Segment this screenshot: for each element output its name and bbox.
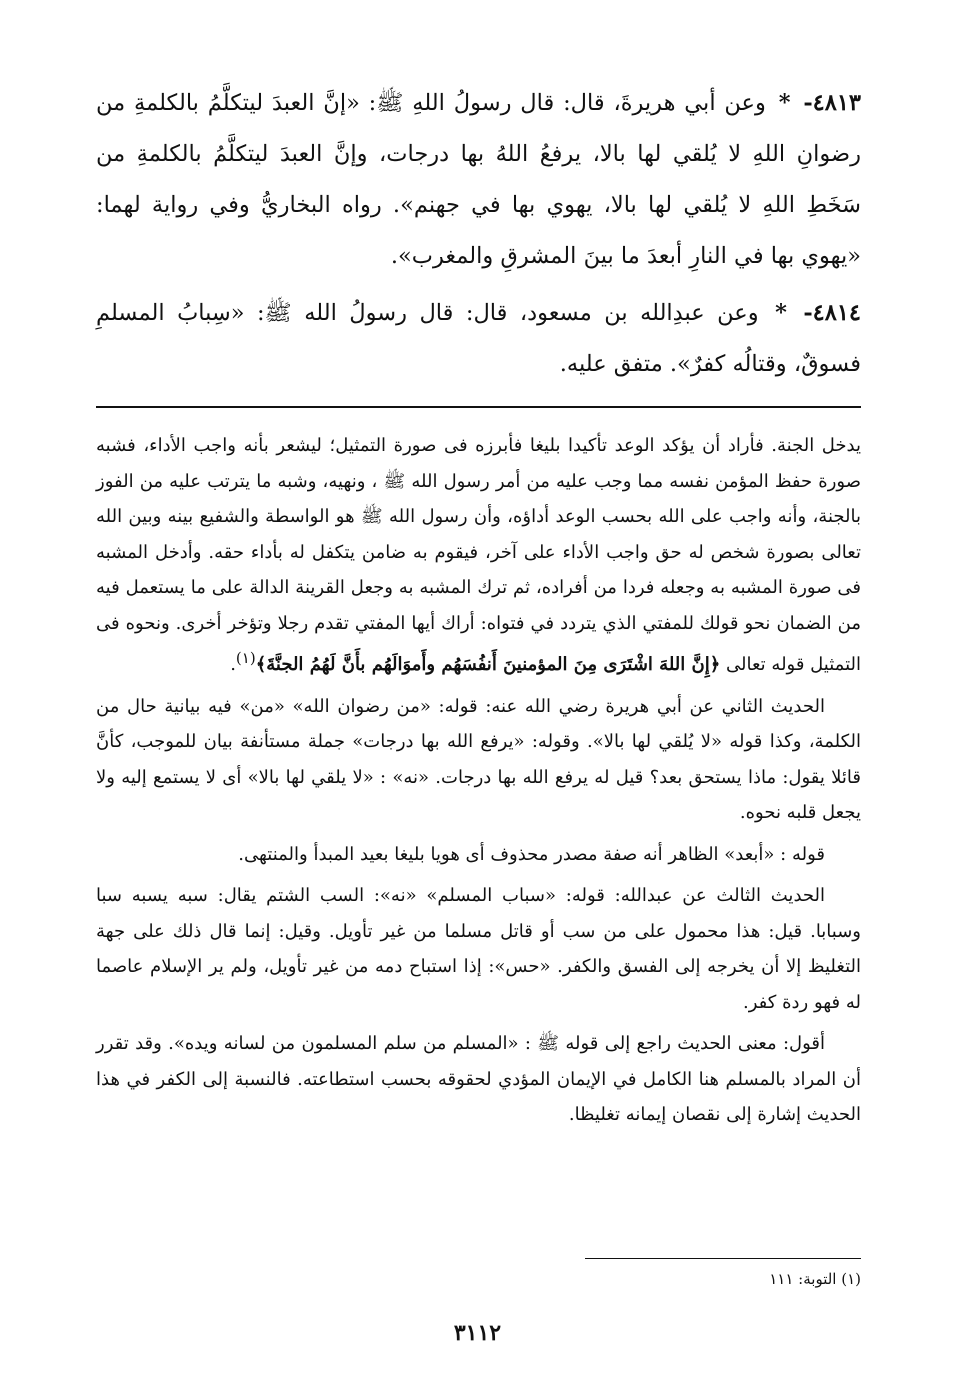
hadith-star-marker: * xyxy=(775,300,787,326)
hadith-body: وعن عبدِالله بن مسعود، قال: قال رسولُ الله ﷺ: «سِبابُ المسلمِ فسوقٌ، وقتالُه كفرٌ». متفق عليه. xyxy=(96,300,861,377)
hadith-text-section xyxy=(96,78,861,396)
page-number: ٣١١٢ xyxy=(453,1320,502,1346)
footnote-reference: (١) xyxy=(235,649,256,667)
hadith-number: ٤٨١٤- xyxy=(803,300,861,326)
footnote-divider xyxy=(585,1258,861,1259)
quran-verse: ﴿إِنَّ اللهَ اشْتَرَى مِنَ المؤمنينَ أَنفُسَهُم وأَموَالَهُم بأَنَّ لَهُمُ الجنَّةَ﴾ xyxy=(255,654,721,675)
commentary-text: يدخل الجنة. فأراد أن يؤكد الوعد تأكيدا بليغا فأبرزه فى صورة التمثيل؛ ليشعر بأنه واجب الأداء، فشبه صورة حفظ المؤمن نفسه مما وجب عليه من أمر رسول الله ﷺ ، ونهيه، وشبه ما يترتب عليه من الفوز بالجنة، وأنه واجب على الله بحسب الوعد أداؤه، وأن رسول الله ﷺ هو الواسطة والشفيع بينه وبين الله تعالى بصورة شخص له حق واجب الأداء على آخر، فيقوم به ضامن يتكفل له بأداء حقه. وأدخل المشبه فى صورة المشبه به وجعله فردا من أفراده، ثم ترك المشبه به وجعل القرينة الدالة على ما يستعمل فيه من الضمان نحو قولك للمفتي الذي يتردد في فتواه: أراك أيها المفتي تقدم رجلا وتؤخر أخرى. ونحوه فى التمثيل قوله تعالى xyxy=(96,435,861,675)
sentence-end: . xyxy=(230,654,236,675)
hadith-star-marker: * xyxy=(778,90,791,116)
section-divider xyxy=(96,406,861,408)
hadith-4814 xyxy=(96,288,861,390)
commentary-paragraph xyxy=(96,428,861,683)
commentary-paragraph: قوله : «أبعد» الظاهر أنه صفة مصدر محذوف أى هويا بليغا بعيد المبدأ والمنتهى. xyxy=(238,843,825,865)
hadith-body: وعن أبي هريرةَ، قال: قال رسولُ اللهِ ﷺ: «إنَّ العبدَ ليتكلَّمُ بالكلمةِ من رضوانِ اللهِ لا يُلقي لها بالا، يرفعُ اللهُ بها درجات، وإنَّ العبدَ ليتكلَّمُ بالكلمةِ من سَخَطِ اللهِ لا يُلقي لها بالا، يهوي بها في جهنم». رواه البخاريُّ وفي رواية لهما: «يهوي بها في النارِ أبعدَ ما بينَ المشرقِ والمغرب». xyxy=(96,90,861,269)
commentary-paragraph: الحديث الثالث عن عبدالله: قوله: «سباب المسلم» «نه»: السب الشتم يقال: سبه يسبه سبا وسبابا. قيل: هذا محمول على من سب أو قاتل مسلما من غير تأويل. وقيل: إنما قال ذلك على جهة التغليظ إلا أن يخرجه إلى الفسق والكفر. «حس»: إذا استباح دمه من غير تأويل، ولم ير الإسلام عاصما له فهو ردة كفر. xyxy=(96,885,861,1013)
commentary-paragraph: الحديث الثاني عن أبي هريرة رضي الله عنه: قوله: «من رضوان الله» «من» فيه بيانية حال من الكلمة، وكذا قوله «لا يُلقي لها بالا». وقوله: «يرفع الله بها درجات» جملة مستأنفة بيان للموجب، كأنَّ قائلا يقول: ماذا يستحق بعد؟ قيل له يرفع الله بها درجات. «نه» : «لا يلقي لها بالا» أى لا يستمع إليه ولا يجعل قلبه نحوه. xyxy=(96,695,861,823)
hadith-4813 xyxy=(96,78,861,282)
commentary-section xyxy=(96,428,861,1139)
hadith-number: ٤٨١٣- xyxy=(803,90,861,116)
footnote: (١) التوبة: ١١١ xyxy=(769,1270,861,1288)
commentary-paragraph: أقول: معنى الحديث راجع إلى قوله ﷺ : «المسلم من سلم المسلمون من لسانه ويده». وقد تقرر أن المراد بالمسلم هنا الكامل في الإيمان المؤدي لحقوقه بحسب استطاعته. فالنسبة إلى الكفر في هذا الحديث إشارة إلى نقصان إيمانه تغليظا. xyxy=(96,1033,861,1125)
